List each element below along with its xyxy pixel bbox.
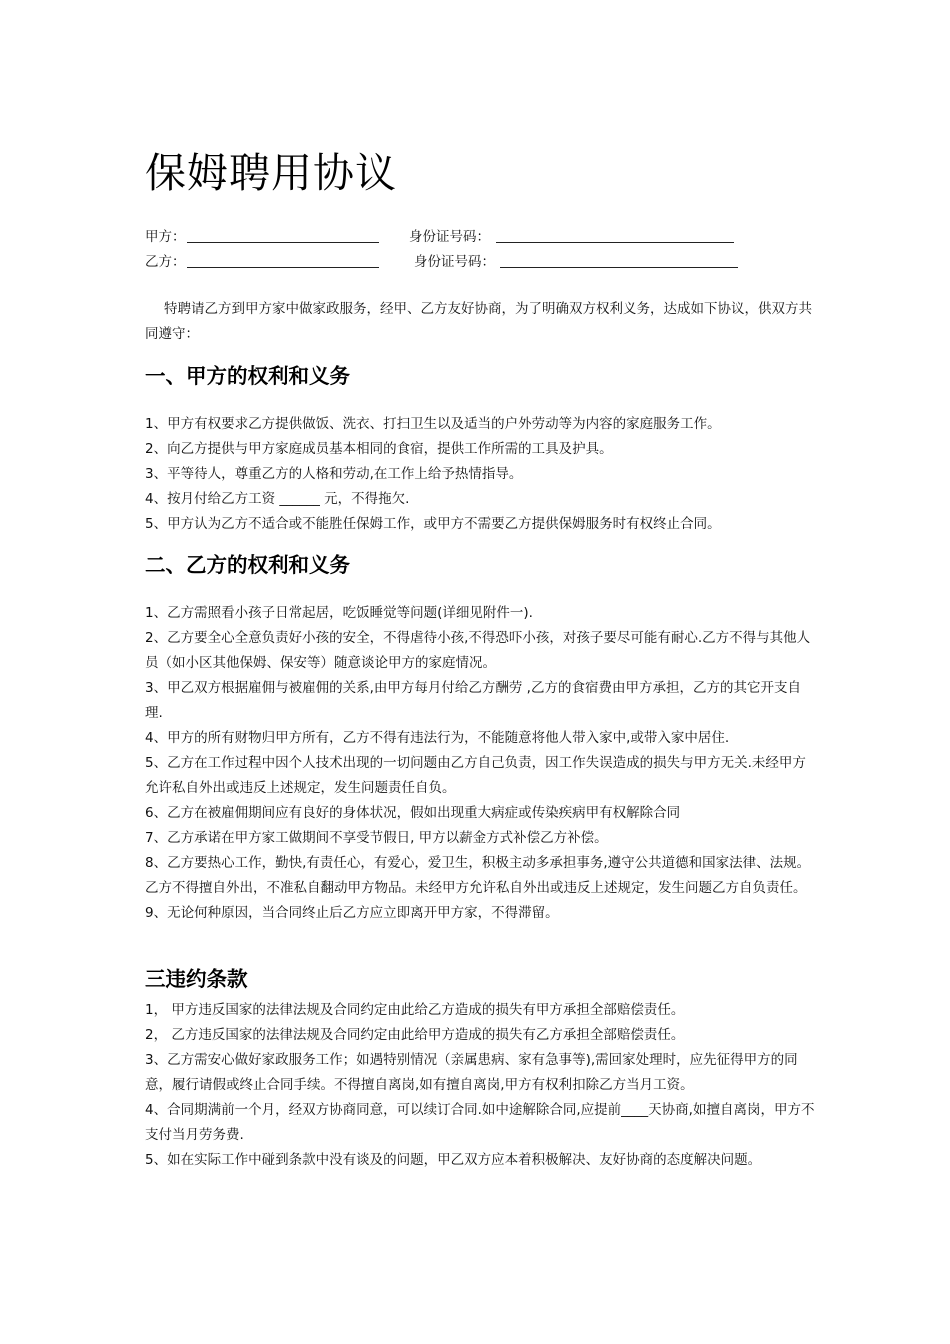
document-title: 保姆聘用协议 [145, 149, 397, 197]
party-a-label: 甲方： [145, 229, 186, 245]
party-b-id-field[interactable] [500, 267, 738, 268]
list-item: 1、甲方有权要求乙方提供做饭、洗衣、打扫卫生以及适当的户外劳动等为内容的家庭服务工作。 [145, 416, 721, 432]
party-b-label: 乙方： [145, 254, 186, 270]
list-item: 3、乙方需安心做好家政服务工作；如遇特别情况（亲属患病、家有急事等),需回家处理时，应先征得甲方的同意，履行请假或终止合同手续。不得擅自离岗,如有擅自离岗,甲方有权利扣除乙方当月工资。 [145, 1052, 798, 1093]
section-1-list [145, 412, 817, 537]
section-heading: 一、甲方的权利和义务 [145, 364, 350, 388]
list-item: 4、按月付给乙方工资 ______ 元，不得拖欠. [145, 491, 410, 507]
list-item: 7、乙方承诺在甲方家工做期间不享受节假日, 甲方以薪金方式补偿乙方补偿。 [145, 830, 608, 846]
list-item: 1、乙方需照看小孩子日常起居，吃饭睡觉等问题(详细见附件一). [145, 605, 533, 621]
list-item: 5、如在实际工作中碰到条款中没有谈及的问题，甲乙双方应本着积极解决、友好协商的态度解决问题。 [145, 1152, 762, 1168]
list-item: 5、乙方在工作过程中因个人技术出现的一切问题由乙方自己负责，因工作失误造成的损失与甲方无关.未经甲方允许私自外出或违反上述规定，发生问题责任自负。 [145, 755, 806, 796]
party-a-id-label: 身份证号码： [409, 229, 490, 245]
party-b-id-label: 身份证号码： [414, 254, 495, 270]
party-b-name-field[interactable] [187, 267, 379, 268]
section-heading: 二、乙方的权利和义务 [145, 553, 350, 577]
party-a-name-field[interactable] [187, 242, 379, 243]
list-item: 4、合同期满前一个月，经双方协商同意，可以续订合同.如中途解除合同,应提前____天协商,如擅自离岗，甲方不支付当月劳务费. [145, 1102, 815, 1143]
intro-paragraph: 特聘请乙方到甲方家中做家政服务，经甲、乙方友好协商，为了明确双方权利义务，达成如下协议，供双方共同遵守： [145, 301, 812, 342]
list-item: 4、甲方的所有财物归甲方所有，乙方不得有违法行为，不能随意将他人带入家中,或带入家中居住. [145, 730, 730, 746]
list-item: 3、平等待人，尊重乙方的人格和劳动,在工作上给予热情指导。 [145, 466, 523, 482]
list-item: 2， 乙方违反国家的法律法规及合同约定由此给甲方造成的损失有乙方承担全部赔偿责任。 [145, 1027, 685, 1043]
list-item: 9、无论何种原因，当合同终止后乙方应立即离开甲方家，不得滞留。 [145, 905, 559, 921]
list-item: 3、甲乙双方根据雇佣与被雇佣的关系,由甲方每月付给乙方酬劳 ,乙方的食宿费由甲方承担，乙方的其它开支自理. [145, 680, 801, 721]
party-a-id-field[interactable] [496, 242, 734, 243]
section-heading: 三违约条款 [145, 967, 248, 991]
list-item: 8、乙方要热心工作，勤快,有责任心，有爱心，爱卫生，积极主动多承担事务,遵守公共道德和国家法律、法规。乙方不得擅自外出，不准私自翻动甲方物品。未经甲方允许私自外出或违反上述规定，发生问题乙方自负责任。 [145, 855, 811, 896]
list-item: 2、乙方要全心全意负责好小孩的安全，不得虐待小孩,不得恐吓小孩，对孩子要尽可能有耐心.乙方不得与其他人员（如小区其他保姆、保安等）随意谈论甲方的家庭情况。 [145, 630, 811, 671]
section-2-list [145, 601, 817, 926]
section-3-list [145, 998, 817, 1173]
list-item: 2、向乙方提供与甲方家庭成员基本相同的食宿，提供工作所需的工具及护具。 [145, 441, 613, 457]
list-item: 1， 甲方违反国家的法律法规及合同约定由此给乙方造成的损失有甲方承担全部赔偿责任。 [145, 1002, 685, 1018]
list-item: 6、乙方在被雇佣期间应有良好的身体状况，假如出现重大病症或传染疾病甲有权解除合同 [145, 805, 681, 821]
list-item: 5、甲方认为乙方不适合或不能胜任保姆工作，或甲方不需要乙方提供保姆服务时有权终止合同。 [145, 516, 721, 532]
